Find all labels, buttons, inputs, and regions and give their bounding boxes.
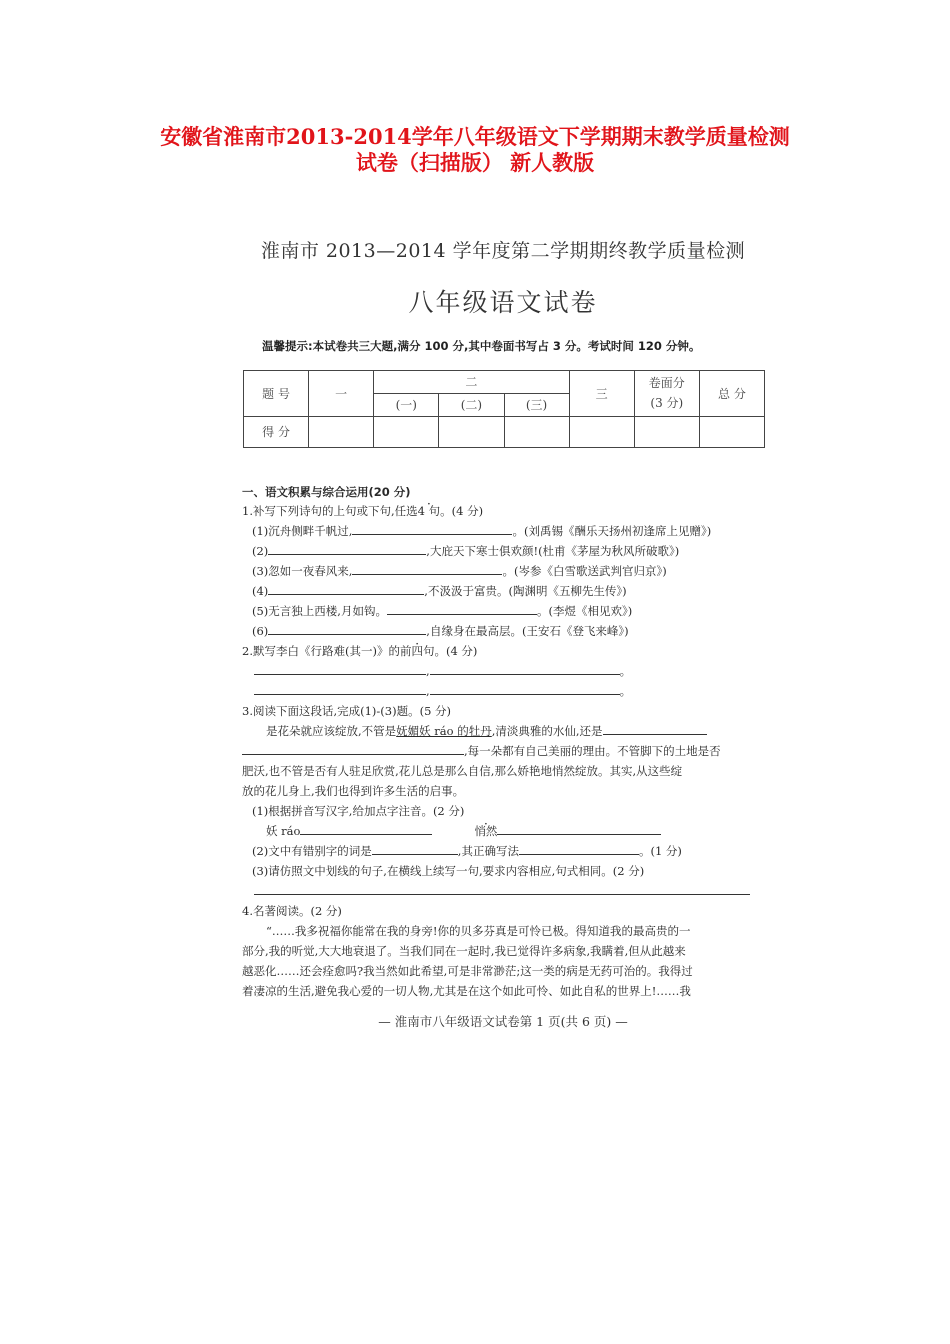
q3-imitation-blank-a[interactable]	[603, 721, 707, 735]
q3-stem: 3.阅读下面这段话,完成(1)-(3)题。(5 分)	[242, 704, 452, 718]
q3-sub-2	[252, 841, 682, 861]
q1-item-6-post: ,自缘身在最高层。(王安石《登飞来峰》)	[426, 624, 629, 638]
q4-excerpt-line-2: 部分,我的听觉,大大地衰退了。当我们同在一起时,我已觉得许多病象,我瞒着,但从此越来	[242, 944, 686, 958]
q3-sub-3-answer	[254, 881, 750, 901]
score-table-row-label-number: 题 号	[244, 371, 309, 417]
q3-sub-2-c: 。(1 分)	[638, 844, 682, 858]
q3-imitation-blank-b[interactable]	[242, 741, 464, 755]
q1-item-3-post: 。(岑参《白雪歌送武判官归京》)	[502, 564, 667, 578]
q1-item-2-post: ,大庇天下寒士俱欢颜!(杜甫《茅屋为秋风所破歌》)	[426, 544, 680, 558]
q2-stem	[242, 641, 477, 661]
q1-item-2-blank[interactable]	[268, 541, 426, 555]
document-title-line-2: 试卷（扫描版） 新人教版	[355, 150, 595, 175]
q1-item-5-blank[interactable]	[387, 601, 537, 615]
exam-subtitle: 淮南市 2013—2014 学年度第二学期期终教学质量检测	[260, 240, 746, 262]
score-table-col-4-line-1: 卷面分	[648, 376, 685, 391]
score-table-col-5: 总 分	[699, 371, 764, 417]
q2-answer-line-2	[254, 681, 631, 701]
q1-item-1-blank[interactable]	[352, 521, 512, 535]
q1-item-6-pre: (6)	[252, 624, 269, 638]
score-table-col-4	[634, 371, 699, 417]
q1-item-2-pre: (2)	[252, 544, 269, 558]
q2-stem-emphasis: 前四句	[399, 644, 435, 658]
q1-item-4-post: ,不汲汲于富贵。(陶渊明《五柳先生传》)	[424, 584, 627, 598]
q1-item-1-post: 。(刘禹锡《酬乐天扬州初逢席上见赠》)	[512, 524, 712, 538]
q2-stem-a: 2.默写李白《行路难(其一)》的	[242, 644, 400, 658]
q1-item-5-pre: (5)无言独上西楼,月如钩。	[252, 604, 387, 618]
q3-sub-1-b-blank[interactable]	[497, 821, 661, 835]
q3-sub-1-b-label: 悄然	[474, 824, 498, 838]
q3-p2: ,每一朵都有自己美丽的理由。不管脚下的土地是否	[464, 744, 721, 758]
q1-item-3-pre: (3)忽如一夜春风来,	[252, 564, 353, 578]
q4-excerpt-line-4: 着凄凉的生活,避免我心爱的一切人物,尤其是在这个如此可怜、如此自私的世界上!……我	[242, 984, 691, 998]
score-table-col-2-sub-3: (三)	[504, 393, 569, 416]
q1-item-1	[252, 521, 711, 541]
score-cell-2-1[interactable]	[374, 416, 439, 447]
q2-blank-2[interactable]	[430, 661, 620, 675]
q1-item-6	[252, 621, 629, 641]
q3-sub-1-a-blank[interactable]	[300, 821, 432, 835]
score-table-col-2-sub-1: (一)	[374, 393, 439, 416]
score-table-col-1: 一	[309, 371, 374, 417]
score-table-col-4-line-2: (3 分)	[650, 396, 684, 411]
q3-sub-3-blank[interactable]	[254, 881, 750, 895]
q1-item-3-blank[interactable]	[352, 561, 502, 575]
q3-sub-2-blank-2[interactable]	[519, 841, 639, 855]
q2-blank-1[interactable]	[254, 661, 426, 675]
q1-item-5-post: 。(李煜《相见欢》)	[536, 604, 633, 618]
q1-item-6-blank[interactable]	[268, 621, 426, 635]
document-title-line-1: 安徽省淮南市2013-2014学年八年级语文下学期期末教学质量检测	[160, 124, 790, 149]
q1-stem-emphasis: 4 句 ·	[418, 504, 440, 518]
q2-end-1: 。	[619, 664, 632, 678]
q2-sep-1: ,	[426, 664, 430, 678]
score-cell-4[interactable]	[634, 416, 699, 447]
score-cell-1[interactable]	[309, 416, 374, 447]
section-1-heading: 一、语文积累与综合运用(20 分)	[242, 485, 411, 499]
q3-sub-3: (3)请仿照文中划线的句子,在横线上续写一句,要求内容相应,句式相同。(2 分)	[252, 864, 645, 878]
scanned-exam-page	[238, 228, 768, 1040]
q3-paragraph-line-2	[242, 741, 721, 761]
q1-item-5	[252, 601, 632, 621]
score-cell-total[interactable]	[699, 416, 764, 447]
score-cell-2-2[interactable]	[439, 416, 504, 447]
q3-p1-c: ,清淡典雅的水仙,还是	[491, 724, 603, 738]
q1-stem	[242, 501, 483, 521]
q1-stem-c: 。(4 分)	[440, 504, 484, 518]
q3-sub-1: (1)根据拼音写汉字,给加点字注音。(2 分)	[252, 804, 465, 818]
q2-blank-4[interactable]	[430, 681, 620, 695]
q1-item-4	[252, 581, 627, 601]
q3-sub-2-a: (2)文中有错别字的词是	[252, 844, 372, 858]
q3-sub-1-answers	[266, 821, 661, 841]
q1-stem-a: 1.补写下列诗句的上句或下句,任选	[242, 504, 418, 518]
q3-sub-2-b: ,其正确写法	[457, 844, 519, 858]
q4-stem: 4.名著阅读。(2 分)	[242, 904, 342, 918]
q3-paragraph-line-1	[266, 721, 707, 741]
exam-title: 八年级语文试卷	[408, 288, 598, 317]
q1-item-2	[252, 541, 679, 561]
q3-sub-2-blank-1[interactable]	[372, 841, 458, 855]
q3-p1-a: 是花朵就应该绽放,不管是	[266, 724, 397, 738]
q1-item-4-pre: (4)	[252, 584, 269, 598]
q2-stem-c: 。(4 分)	[434, 644, 478, 658]
exam-tip: 温馨提示:本试卷共三大题,满分 100 分,其中卷面书写占 3 分。考试时间 120 分钟。	[262, 339, 701, 353]
q1-item-3	[252, 561, 667, 581]
q2-blank-3[interactable]	[254, 681, 426, 695]
score-table-col-2: 二	[374, 371, 569, 394]
q3-paragraph-line-4: 放的花儿身上,我们也得到许多生活的启事。	[242, 784, 465, 798]
q1-item-4-blank[interactable]	[268, 581, 424, 595]
q3-paragraph-line-3: 肥沃,也不管是否有人驻足欣赏,花儿总是那么自信,那么娇艳地悄然绽放。其实,从这些绽	[242, 764, 683, 778]
q3-p1-underlined: 妩媚妖 ráo 的牡丹	[396, 724, 492, 738]
score-table	[243, 370, 765, 448]
q4-excerpt-line-3: 越恶化……还会痊愈吗?我当然如此希望,可是非常渺茫;这一类的病是无药可治的。我得过	[242, 964, 693, 978]
score-table-col-3: 三	[569, 371, 634, 417]
q2-sep-2: ,	[426, 684, 430, 698]
q3-sub-1-a-label: 妖 ráo	[266, 824, 301, 838]
q2-answer-line-1	[254, 661, 631, 681]
score-cell-2-3[interactable]	[504, 416, 569, 447]
score-table-col-2-sub-2: (二)	[439, 393, 504, 416]
q2-end-2: 。	[619, 684, 632, 698]
q1-item-1-pre: (1)沉舟侧畔千帆过,	[252, 524, 353, 538]
page-footer: — 淮南市八年级语文试卷第 1 页(共 6 页) —	[378, 1014, 628, 1029]
q4-excerpt-line-1: “……我多祝福你能常在我的身旁!你的贝多芬真是可怜已极。得知道我的最高贵的一	[266, 924, 691, 938]
score-table-row-label-score: 得 分	[244, 416, 309, 447]
score-cell-3[interactable]	[569, 416, 634, 447]
